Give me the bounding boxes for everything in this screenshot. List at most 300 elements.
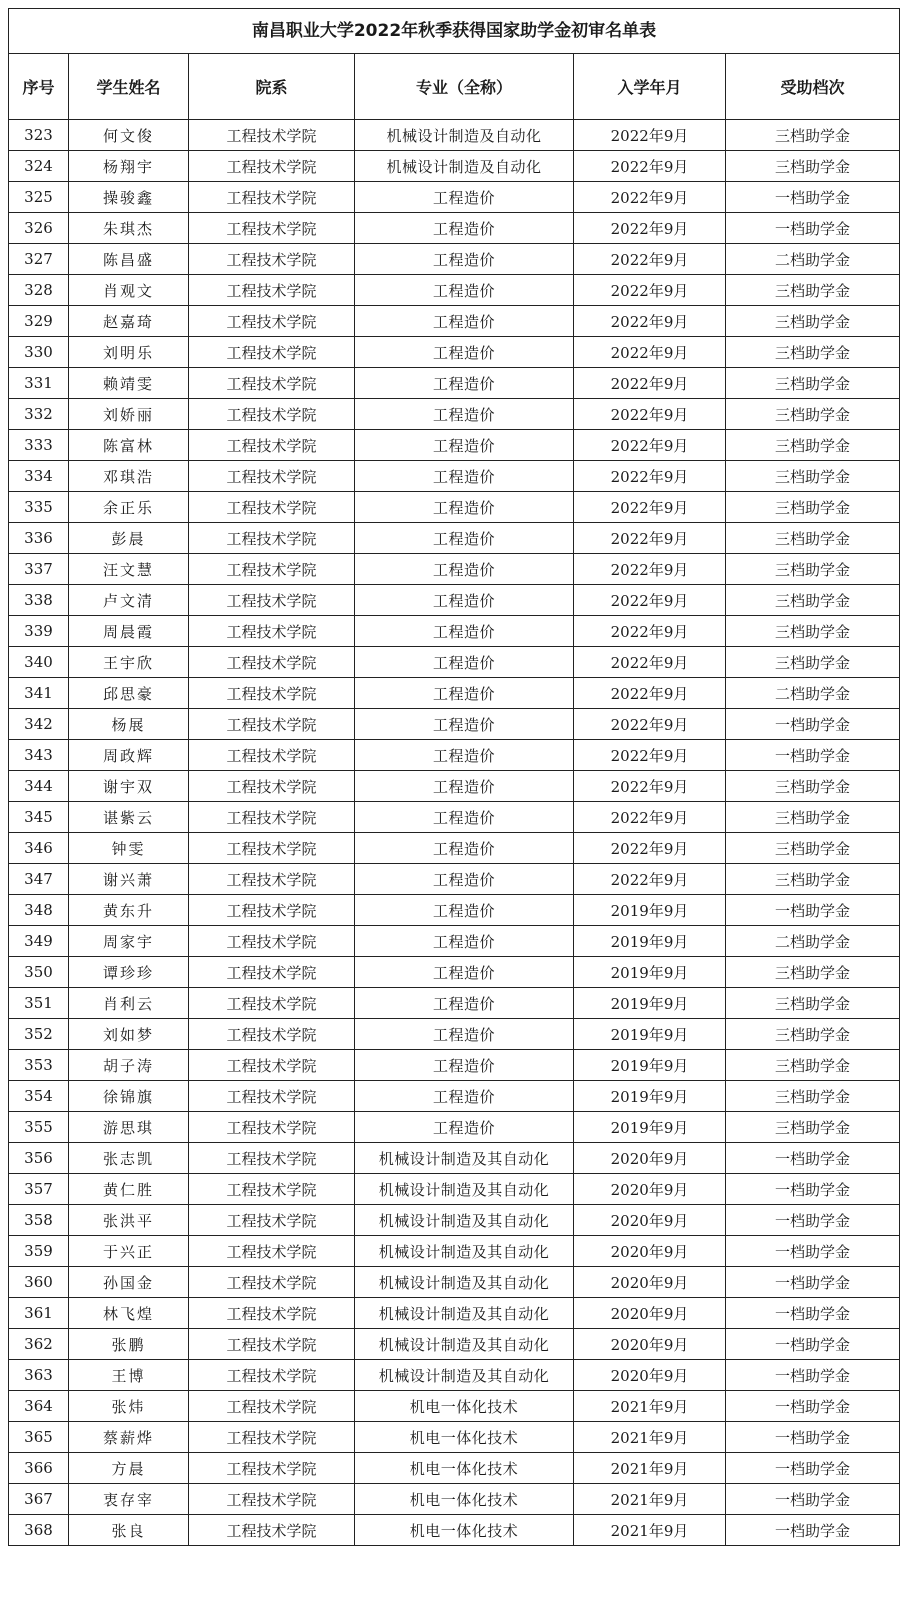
cell-student-name: 周晨霞 (69, 616, 189, 647)
cell-student-name: 陈富林 (69, 430, 189, 461)
cell-department: 工程技术学院 (189, 647, 355, 678)
cell-major: 机械设计制造及其自动化 (355, 1143, 574, 1174)
cell-student-name: 肖观文 (69, 275, 189, 306)
cell-major: 工程造价 (355, 988, 574, 1019)
cell-student-name: 肖利云 (69, 988, 189, 1019)
table-row (9, 492, 900, 523)
cell-aid-level: 一档助学金 (726, 1143, 900, 1174)
cell-student-name: 谌紫云 (69, 802, 189, 833)
table-row (9, 523, 900, 554)
cell-department: 工程技术学院 (189, 678, 355, 709)
cell-major: 工程造价 (355, 771, 574, 802)
cell-aid-level: 三档助学金 (726, 337, 900, 368)
cell-student-name: 刘明乐 (69, 337, 189, 368)
cell-enrollment-date: 2020年9月 (574, 1174, 726, 1205)
cell-student-name: 钟雯 (69, 833, 189, 864)
cell-student-name: 刘如梦 (69, 1019, 189, 1050)
cell-enrollment-date: 2019年9月 (574, 1019, 726, 1050)
cell-department: 工程技术学院 (189, 988, 355, 1019)
cell-enrollment-date: 2022年9月 (574, 833, 726, 864)
cell-aid-level: 三档助学金 (726, 151, 900, 182)
cell-major: 机械设计制造及其自动化 (355, 1205, 574, 1236)
table-row (9, 988, 900, 1019)
cell-department: 工程技术学院 (189, 1174, 355, 1205)
cell-department: 工程技术学院 (189, 926, 355, 957)
cell-enrollment-date: 2022年9月 (574, 399, 726, 430)
table-row (9, 1298, 900, 1329)
cell-department: 工程技术学院 (189, 461, 355, 492)
cell-aid-level: 三档助学金 (726, 988, 900, 1019)
cell-enrollment-date: 2020年9月 (574, 1143, 726, 1174)
cell-major: 工程造价 (355, 678, 574, 709)
cell-index: 348 (9, 895, 69, 926)
cell-index: 331 (9, 368, 69, 399)
cell-student-name: 周家宇 (69, 926, 189, 957)
cell-student-name: 赵嘉琦 (69, 306, 189, 337)
cell-major: 工程造价 (355, 802, 574, 833)
table-row (9, 337, 900, 368)
cell-enrollment-date: 2022年9月 (574, 151, 726, 182)
cell-aid-level: 三档助学金 (726, 833, 900, 864)
cell-aid-level: 一档助学金 (726, 1298, 900, 1329)
cell-student-name: 游思琪 (69, 1112, 189, 1143)
cell-index: 343 (9, 740, 69, 771)
cell-enrollment-date: 2022年9月 (574, 275, 726, 306)
cell-index: 329 (9, 306, 69, 337)
cell-index: 338 (9, 585, 69, 616)
cell-aid-level: 三档助学金 (726, 771, 900, 802)
cell-student-name: 操骏鑫 (69, 182, 189, 213)
table-row (9, 1453, 900, 1484)
cell-major: 工程造价 (355, 306, 574, 337)
cell-major: 工程造价 (355, 957, 574, 988)
cell-enrollment-date: 2022年9月 (574, 616, 726, 647)
cell-student-name: 黄仁胜 (69, 1174, 189, 1205)
cell-aid-level: 三档助学金 (726, 1050, 900, 1081)
table-row (9, 957, 900, 988)
cell-student-name: 王宇欣 (69, 647, 189, 678)
cell-enrollment-date: 2022年9月 (574, 802, 726, 833)
cell-major: 工程造价 (355, 616, 574, 647)
col-header-aid-level: 受助档次 (726, 54, 900, 120)
cell-major: 机电一体化技术 (355, 1515, 574, 1546)
cell-student-name: 彭晨 (69, 523, 189, 554)
cell-enrollment-date: 2022年9月 (574, 585, 726, 616)
table-row (9, 1360, 900, 1391)
cell-enrollment-date: 2021年9月 (574, 1515, 726, 1546)
cell-major: 机电一体化技术 (355, 1422, 574, 1453)
cell-department: 工程技术学院 (189, 740, 355, 771)
table-row (9, 740, 900, 771)
cell-department: 工程技术学院 (189, 1391, 355, 1422)
cell-department: 工程技术学院 (189, 120, 355, 151)
cell-index: 357 (9, 1174, 69, 1205)
cell-department: 工程技术学院 (189, 244, 355, 275)
table-row (9, 1112, 900, 1143)
cell-index: 327 (9, 244, 69, 275)
table-row (9, 1484, 900, 1515)
cell-department: 工程技术学院 (189, 1050, 355, 1081)
cell-index: 346 (9, 833, 69, 864)
cell-aid-level: 三档助学金 (726, 492, 900, 523)
cell-aid-level: 二档助学金 (726, 678, 900, 709)
cell-department: 工程技术学院 (189, 430, 355, 461)
cell-student-name: 黄东升 (69, 895, 189, 926)
cell-student-name: 谢兴萧 (69, 864, 189, 895)
cell-aid-level: 一档助学金 (726, 1174, 900, 1205)
cell-major: 工程造价 (355, 740, 574, 771)
table-row (9, 306, 900, 337)
cell-enrollment-date: 2020年9月 (574, 1329, 726, 1360)
cell-enrollment-date: 2022年9月 (574, 678, 726, 709)
cell-aid-level: 三档助学金 (726, 1112, 900, 1143)
table-row (9, 1422, 900, 1453)
table-row (9, 1019, 900, 1050)
cell-aid-level: 一档助学金 (726, 1422, 900, 1453)
cell-department: 工程技术学院 (189, 771, 355, 802)
cell-enrollment-date: 2022年9月 (574, 492, 726, 523)
cell-index: 345 (9, 802, 69, 833)
cell-enrollment-date: 2020年9月 (574, 1236, 726, 1267)
cell-department: 工程技术学院 (189, 182, 355, 213)
cell-student-name: 余正乐 (69, 492, 189, 523)
cell-aid-level: 三档助学金 (726, 275, 900, 306)
cell-student-name: 张志凯 (69, 1143, 189, 1174)
cell-major: 工程造价 (355, 1081, 574, 1112)
cell-index: 335 (9, 492, 69, 523)
cell-department: 工程技术学院 (189, 368, 355, 399)
table-row (9, 647, 900, 678)
cell-aid-level: 一档助学金 (726, 213, 900, 244)
cell-student-name: 邱思豪 (69, 678, 189, 709)
cell-major: 机电一体化技术 (355, 1391, 574, 1422)
table-row (9, 926, 900, 957)
table-row (9, 833, 900, 864)
cell-major: 工程造价 (355, 368, 574, 399)
cell-major: 工程造价 (355, 275, 574, 306)
cell-aid-level: 一档助学金 (726, 1360, 900, 1391)
table-row (9, 430, 900, 461)
table-row (9, 802, 900, 833)
table-row (9, 616, 900, 647)
cell-major: 工程造价 (355, 833, 574, 864)
cell-aid-level: 一档助学金 (726, 1205, 900, 1236)
cell-department: 工程技术学院 (189, 399, 355, 430)
cell-index: 349 (9, 926, 69, 957)
cell-enrollment-date: 2022年9月 (574, 368, 726, 399)
cell-major: 工程造价 (355, 554, 574, 585)
cell-index: 344 (9, 771, 69, 802)
cell-department: 工程技术学院 (189, 957, 355, 988)
cell-student-name: 赖靖雯 (69, 368, 189, 399)
cell-student-name: 张洪平 (69, 1205, 189, 1236)
cell-student-name: 杨展 (69, 709, 189, 740)
table-row (9, 1174, 900, 1205)
cell-aid-level: 三档助学金 (726, 120, 900, 151)
cell-major: 工程造价 (355, 430, 574, 461)
cell-major: 工程造价 (355, 1112, 574, 1143)
cell-major: 工程造价 (355, 647, 574, 678)
cell-enrollment-date: 2019年9月 (574, 895, 726, 926)
cell-student-name: 方晨 (69, 1453, 189, 1484)
cell-major: 工程造价 (355, 337, 574, 368)
table-row (9, 1329, 900, 1360)
cell-department: 工程技术学院 (189, 151, 355, 182)
cell-enrollment-date: 2022年9月 (574, 771, 726, 802)
cell-enrollment-date: 2022年9月 (574, 554, 726, 585)
cell-major: 工程造价 (355, 864, 574, 895)
cell-aid-level: 三档助学金 (726, 430, 900, 461)
cell-index: 359 (9, 1236, 69, 1267)
table-row (9, 895, 900, 926)
cell-enrollment-date: 2022年9月 (574, 213, 726, 244)
cell-enrollment-date: 2022年9月 (574, 244, 726, 275)
cell-enrollment-date: 2019年9月 (574, 1081, 726, 1112)
cell-student-name: 胡子涛 (69, 1050, 189, 1081)
cell-department: 工程技术学院 (189, 833, 355, 864)
cell-aid-level: 一档助学金 (726, 1236, 900, 1267)
cell-major: 机械设计制造及其自动化 (355, 1236, 574, 1267)
cell-aid-level: 三档助学金 (726, 802, 900, 833)
col-header-enrollment-date: 入学年月 (574, 54, 726, 120)
cell-aid-level: 三档助学金 (726, 523, 900, 554)
cell-aid-level: 一档助学金 (726, 1515, 900, 1546)
cell-index: 341 (9, 678, 69, 709)
cell-department: 工程技术学院 (189, 337, 355, 368)
cell-student-name: 朱琪杰 (69, 213, 189, 244)
cell-student-name: 卢文清 (69, 585, 189, 616)
cell-index: 368 (9, 1515, 69, 1546)
table-row (9, 1391, 900, 1422)
cell-student-name: 张鹏 (69, 1329, 189, 1360)
cell-major: 工程造价 (355, 1019, 574, 1050)
cell-index: 325 (9, 182, 69, 213)
cell-department: 工程技术学院 (189, 1267, 355, 1298)
cell-enrollment-date: 2019年9月 (574, 957, 726, 988)
cell-enrollment-date: 2020年9月 (574, 1205, 726, 1236)
table-row (9, 678, 900, 709)
cell-aid-level: 一档助学金 (726, 1453, 900, 1484)
cell-department: 工程技术学院 (189, 1081, 355, 1112)
cell-enrollment-date: 2021年9月 (574, 1484, 726, 1515)
cell-enrollment-date: 2022年9月 (574, 182, 726, 213)
cell-department: 工程技术学院 (189, 802, 355, 833)
cell-department: 工程技术学院 (189, 1515, 355, 1546)
cell-department: 工程技术学院 (189, 213, 355, 244)
cell-department: 工程技术学院 (189, 709, 355, 740)
cell-index: 337 (9, 554, 69, 585)
cell-major: 工程造价 (355, 895, 574, 926)
table-row (9, 275, 900, 306)
cell-index: 352 (9, 1019, 69, 1050)
cell-index: 360 (9, 1267, 69, 1298)
cell-index: 358 (9, 1205, 69, 1236)
cell-aid-level: 三档助学金 (726, 1081, 900, 1112)
cell-student-name: 周政辉 (69, 740, 189, 771)
cell-department: 工程技术学院 (189, 585, 355, 616)
cell-aid-level: 一档助学金 (726, 182, 900, 213)
cell-index: 334 (9, 461, 69, 492)
cell-enrollment-date: 2022年9月 (574, 647, 726, 678)
cell-department: 工程技术学院 (189, 895, 355, 926)
cell-major: 工程造价 (355, 1050, 574, 1081)
cell-major: 机械设计制造及其自动化 (355, 1267, 574, 1298)
cell-department: 工程技术学院 (189, 1360, 355, 1391)
cell-enrollment-date: 2021年9月 (574, 1422, 726, 1453)
cell-index: 355 (9, 1112, 69, 1143)
cell-major: 工程造价 (355, 709, 574, 740)
table-row (9, 1205, 900, 1236)
cell-aid-level: 一档助学金 (726, 740, 900, 771)
cell-department: 工程技术学院 (189, 1205, 355, 1236)
cell-major: 工程造价 (355, 182, 574, 213)
cell-enrollment-date: 2022年9月 (574, 864, 726, 895)
cell-department: 工程技术学院 (189, 1143, 355, 1174)
cell-department: 工程技术学院 (189, 1329, 355, 1360)
cell-major: 机械设计制造及其自动化 (355, 1298, 574, 1329)
cell-student-name: 何文俊 (69, 120, 189, 151)
cell-student-name: 林飞煌 (69, 1298, 189, 1329)
cell-department: 工程技术学院 (189, 554, 355, 585)
cell-aid-level: 一档助学金 (726, 895, 900, 926)
table-title: 南昌职业大学2022年秋季获得国家助学金初审名单表 (8, 8, 900, 53)
cell-index: 361 (9, 1298, 69, 1329)
cell-index: 340 (9, 647, 69, 678)
cell-aid-level: 一档助学金 (726, 1329, 900, 1360)
cell-enrollment-date: 2020年9月 (574, 1360, 726, 1391)
table-row (9, 182, 900, 213)
cell-department: 工程技术学院 (189, 1236, 355, 1267)
cell-aid-level: 三档助学金 (726, 461, 900, 492)
cell-department: 工程技术学院 (189, 306, 355, 337)
cell-index: 366 (9, 1453, 69, 1484)
cell-enrollment-date: 2020年9月 (574, 1298, 726, 1329)
table-body (9, 120, 900, 1546)
cell-department: 工程技术学院 (189, 1484, 355, 1515)
cell-index: 332 (9, 399, 69, 430)
cell-index: 351 (9, 988, 69, 1019)
cell-index: 330 (9, 337, 69, 368)
cell-aid-level: 三档助学金 (726, 864, 900, 895)
cell-department: 工程技术学院 (189, 1422, 355, 1453)
cell-department: 工程技术学院 (189, 864, 355, 895)
cell-index: 336 (9, 523, 69, 554)
cell-aid-level: 三档助学金 (726, 647, 900, 678)
table-row (9, 585, 900, 616)
table-row (9, 399, 900, 430)
cell-enrollment-date: 2021年9月 (574, 1453, 726, 1484)
cell-enrollment-date: 2022年9月 (574, 306, 726, 337)
cell-index: 356 (9, 1143, 69, 1174)
cell-major: 机械设计制造及自动化 (355, 120, 574, 151)
table-row (9, 554, 900, 585)
cell-student-name: 衷存宰 (69, 1484, 189, 1515)
cell-department: 工程技术学院 (189, 523, 355, 554)
col-header-major: 专业（全称） (355, 54, 574, 120)
cell-department: 工程技术学院 (189, 1019, 355, 1050)
cell-major: 机电一体化技术 (355, 1484, 574, 1515)
table-row (9, 864, 900, 895)
cell-student-name: 杨翔宇 (69, 151, 189, 182)
cell-enrollment-date: 2019年9月 (574, 1050, 726, 1081)
cell-major: 工程造价 (355, 585, 574, 616)
cell-index: 363 (9, 1360, 69, 1391)
cell-major: 工程造价 (355, 926, 574, 957)
header-row (9, 54, 900, 120)
cell-student-name: 于兴正 (69, 1236, 189, 1267)
cell-index: 339 (9, 616, 69, 647)
cell-aid-level: 一档助学金 (726, 1484, 900, 1515)
cell-index: 350 (9, 957, 69, 988)
col-header-department: 院系 (189, 54, 355, 120)
cell-aid-level: 二档助学金 (726, 926, 900, 957)
cell-student-name: 谢宇双 (69, 771, 189, 802)
cell-major: 工程造价 (355, 213, 574, 244)
table-row (9, 244, 900, 275)
table-row (9, 1236, 900, 1267)
cell-major: 机械设计制造及其自动化 (355, 1360, 574, 1391)
cell-enrollment-date: 2022年9月 (574, 430, 726, 461)
cell-index: 354 (9, 1081, 69, 1112)
table-row (9, 709, 900, 740)
cell-department: 工程技术学院 (189, 1112, 355, 1143)
table-row (9, 213, 900, 244)
cell-enrollment-date: 2022年9月 (574, 461, 726, 492)
col-header-index: 序号 (9, 54, 69, 120)
cell-student-name: 谭珍珍 (69, 957, 189, 988)
scholarship-list-table (8, 8, 900, 1546)
table-row (9, 1081, 900, 1112)
cell-student-name: 王博 (69, 1360, 189, 1391)
cell-enrollment-date: 2022年9月 (574, 337, 726, 368)
cell-major: 工程造价 (355, 244, 574, 275)
cell-major: 工程造价 (355, 492, 574, 523)
cell-aid-level: 三档助学金 (726, 306, 900, 337)
cell-student-name: 孙国金 (69, 1267, 189, 1298)
cell-student-name: 陈昌盛 (69, 244, 189, 275)
cell-aid-level: 三档助学金 (726, 616, 900, 647)
cell-enrollment-date: 2022年9月 (574, 740, 726, 771)
cell-student-name: 邓琪浩 (69, 461, 189, 492)
cell-index: 367 (9, 1484, 69, 1515)
cell-index: 347 (9, 864, 69, 895)
cell-major: 工程造价 (355, 523, 574, 554)
cell-aid-level: 三档助学金 (726, 1019, 900, 1050)
cell-department: 工程技术学院 (189, 275, 355, 306)
cell-aid-level: 三档助学金 (726, 585, 900, 616)
cell-student-name: 张良 (69, 1515, 189, 1546)
cell-student-name: 张炜 (69, 1391, 189, 1422)
cell-index: 364 (9, 1391, 69, 1422)
cell-student-name: 蔡薪烨 (69, 1422, 189, 1453)
cell-major: 工程造价 (355, 461, 574, 492)
cell-index: 333 (9, 430, 69, 461)
table-row (9, 1050, 900, 1081)
table-row (9, 461, 900, 492)
cell-enrollment-date: 2022年9月 (574, 709, 726, 740)
cell-index: 353 (9, 1050, 69, 1081)
cell-aid-level: 三档助学金 (726, 399, 900, 430)
cell-student-name: 徐锦旗 (69, 1081, 189, 1112)
cell-department: 工程技术学院 (189, 1453, 355, 1484)
cell-index: 328 (9, 275, 69, 306)
cell-major: 机械设计制造及其自动化 (355, 1174, 574, 1205)
cell-department: 工程技术学院 (189, 1298, 355, 1329)
cell-index: 365 (9, 1422, 69, 1453)
cell-student-name: 刘娇丽 (69, 399, 189, 430)
cell-enrollment-date: 2019年9月 (574, 1112, 726, 1143)
cell-aid-level: 三档助学金 (726, 554, 900, 585)
